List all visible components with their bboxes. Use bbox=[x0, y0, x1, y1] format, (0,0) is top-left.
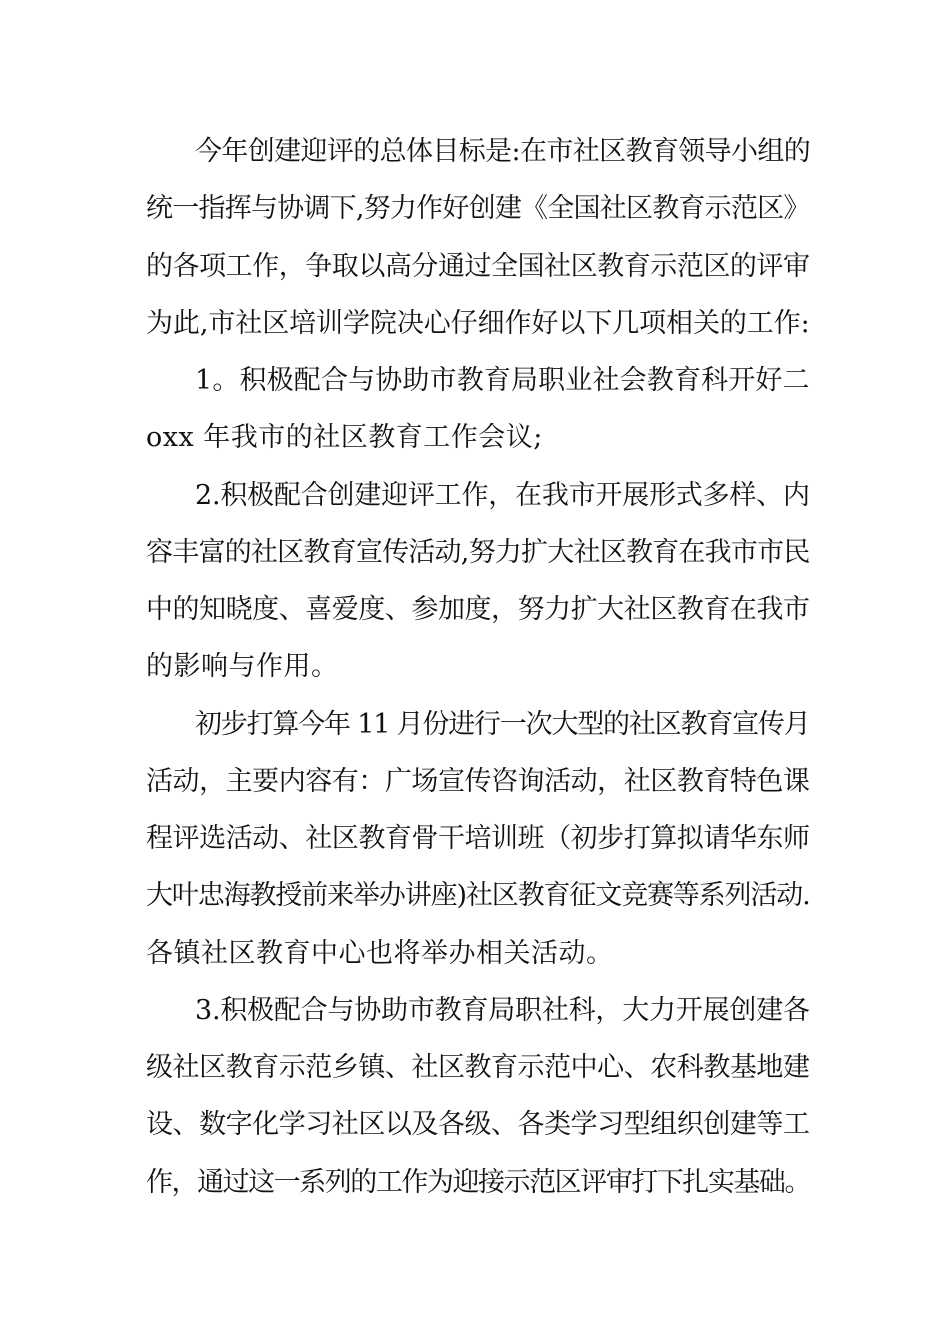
paragraph-line: 今年创建迎评的总体目标是:在市社区教育领导小组的 bbox=[195, 136, 811, 167]
paragraph-line: oxx 年我市的社区教育工作会议; bbox=[146, 422, 543, 453]
paragraph-line: 3.积极配合与协助市教育局职社科，大力开展创建各 bbox=[195, 995, 810, 1026]
paragraph-line: 为此,市社区培训学院决心仔细作好以下几项相关的工作: bbox=[146, 308, 810, 339]
paragraph-line: 中的知晓度、喜爱度、参加度，努力扩大社区教育在我市 bbox=[146, 594, 810, 625]
paragraph-line: 的各项工作，争取以高分通过全国社区教育示范区的评审 bbox=[146, 251, 810, 282]
paragraph-line: 1。积极配合与协助市教育局职业社会教育科开好二 bbox=[195, 365, 810, 396]
paragraph-line: 设、数字化学习社区以及各级、各类学习型组织创建等工 bbox=[146, 1109, 810, 1140]
paragraph-line: 活动，主要内容有：广场宣传咨询活动，社区教育特色课 bbox=[146, 766, 810, 797]
paragraph-line: 统一指挥与协调下,努力作好创建《全国社区教育示范区》 bbox=[146, 193, 810, 224]
paragraph-line: 各镇社区教育中心也将举办相关活动。 bbox=[146, 938, 614, 969]
paragraph-line: 2.积极配合创建迎评工作，在我市开展形式多样、内 bbox=[195, 480, 810, 511]
paragraph-line: 作，通过这一系列的工作为迎接示范区评审打下扎实基础。 bbox=[146, 1167, 810, 1198]
paragraph-line: 程评选活动、社区教育骨干培训班（初步打算拟请华东师 bbox=[146, 823, 810, 854]
paragraph-line: 初步打算今年 11 月份进行一次大型的社区教育宣传月 bbox=[195, 709, 810, 740]
paragraph-line: 容丰富的社区教育宣传活动,努力扩大社区教育在我市市民 bbox=[146, 537, 810, 568]
paragraph-line: 级社区教育示范乡镇、社区教育示范中心、农科教基地建 bbox=[146, 1052, 810, 1083]
paragraph-line: 的影响与作用。 bbox=[146, 651, 339, 682]
paragraph-line: 大叶忠海教授前来举办讲座)社区教育征文竞赛等系列活动. bbox=[146, 880, 810, 911]
